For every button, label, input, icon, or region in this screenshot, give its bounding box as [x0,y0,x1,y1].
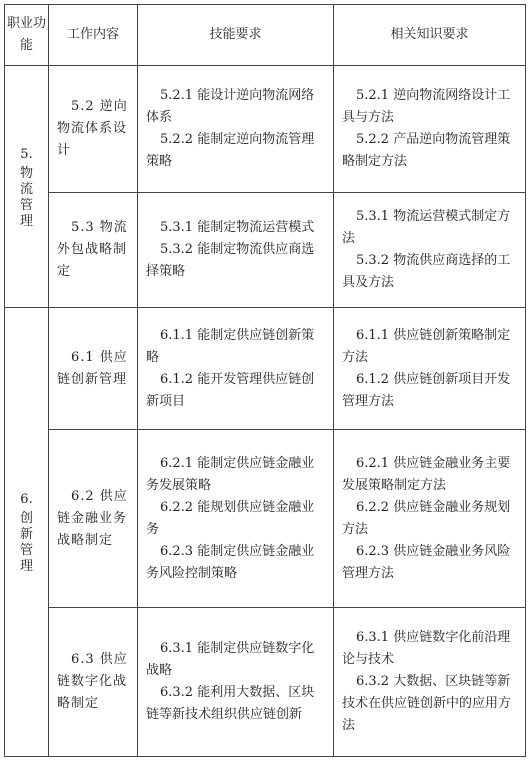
work-content-cell: 5.2 逆向物流体系设计 [49,66,138,193]
function-name: 创新管理 [19,511,33,574]
function-number: 5. [20,146,33,162]
knowledge-item: 6.3.1 供应链数字化前沿理论与技术 [342,630,511,667]
competency-table [4,4,526,757]
knowledge-item: 5.2.2 产品逆向物流管理策略制定方法 [342,132,511,169]
knowledge-item: 6.1.2 供应链创新项目开发管理方法 [342,371,511,409]
skill-item: 5.3.2 能制定物流供应商选择策略 [146,242,315,279]
table-row [5,193,526,308]
skill-item: 5.2.2 能制定逆向物流管理策略 [146,132,315,169]
skill-item: 6.1.2 能开发管理供应链创新项目 [146,371,315,409]
function-cell-logistics [5,66,49,308]
knowledge-item: 6.2.3 供应链金融业务风险管理方法 [342,543,511,581]
function-name: 物流管理 [19,165,33,229]
function-number: 6. [20,492,33,507]
knowledge-item: 5.2.1 逆向物流网络设计工具与方法 [342,88,511,125]
table-header-row [5,5,526,66]
skills-cell [138,66,334,193]
knowledge-cell [334,193,526,308]
knowledge-cell [334,430,526,608]
knowledge-item: 5.3.1 物流运营模式制定方法 [342,209,511,246]
work-content-cell: 6.1 供应链创新管理 [49,308,138,430]
skills-cell [138,193,334,308]
knowledge-cell [334,66,526,193]
knowledge-item: 6.1.1 供应链创新策略制定方法 [342,327,511,365]
header-function: 职业功能 [5,5,49,66]
knowledge-cell [334,308,526,430]
skill-item: 5.3.1 能制定物流运营模式 [160,220,315,235]
header-knowledge: 相关知识要求 [334,5,526,66]
skill-item: 6.2.2 能规划供应链金融业务 [146,499,315,537]
skill-item: 6.2.3 能制定供应链金融业务风险控制策略 [146,543,315,581]
skills-cell [138,308,334,430]
work-content-cell: 5.3 物流外包战略制定 [49,193,138,308]
header-work-content: 工作内容 [49,5,138,66]
knowledge-item: 6.2.2 供应链金融业务规划方法 [342,499,511,537]
skills-cell [138,430,334,608]
table-row [5,430,526,608]
skill-item: 6.1.1 能制定供应链创新策略 [146,327,315,365]
function-cell-innovation [5,308,49,757]
table-row [5,66,526,193]
work-content-cell: 6.3 供应链数字化战略制定 [49,608,138,757]
skills-cell [138,608,334,757]
table-row [5,608,526,757]
skill-item: 6.2.1 能制定供应链金融业务发展策略 [146,455,315,493]
knowledge-cell [334,608,526,757]
knowledge-item: 5.3.2 物流供应商选择的工具及方法 [342,253,511,290]
header-skills: 技能要求 [138,5,334,66]
skill-item: 6.3.2 能利用大数据、区块链等新技术组织供应链创新 [146,685,315,722]
skill-item: 6.3.1 能制定供应链数字化战略 [146,641,315,678]
knowledge-item: 6.3.2 大数据、区块链等新技术在供应链创新中的应用方法 [342,674,512,733]
work-content-cell: 6.2 供应链金融业务战略制定 [49,430,138,608]
table-row [5,308,526,430]
skill-item: 5.2.1 能设计逆向物流网络体系 [146,88,315,125]
knowledge-item: 6.2.1 供应链金融业务主要发展策略制定方法 [342,455,511,493]
